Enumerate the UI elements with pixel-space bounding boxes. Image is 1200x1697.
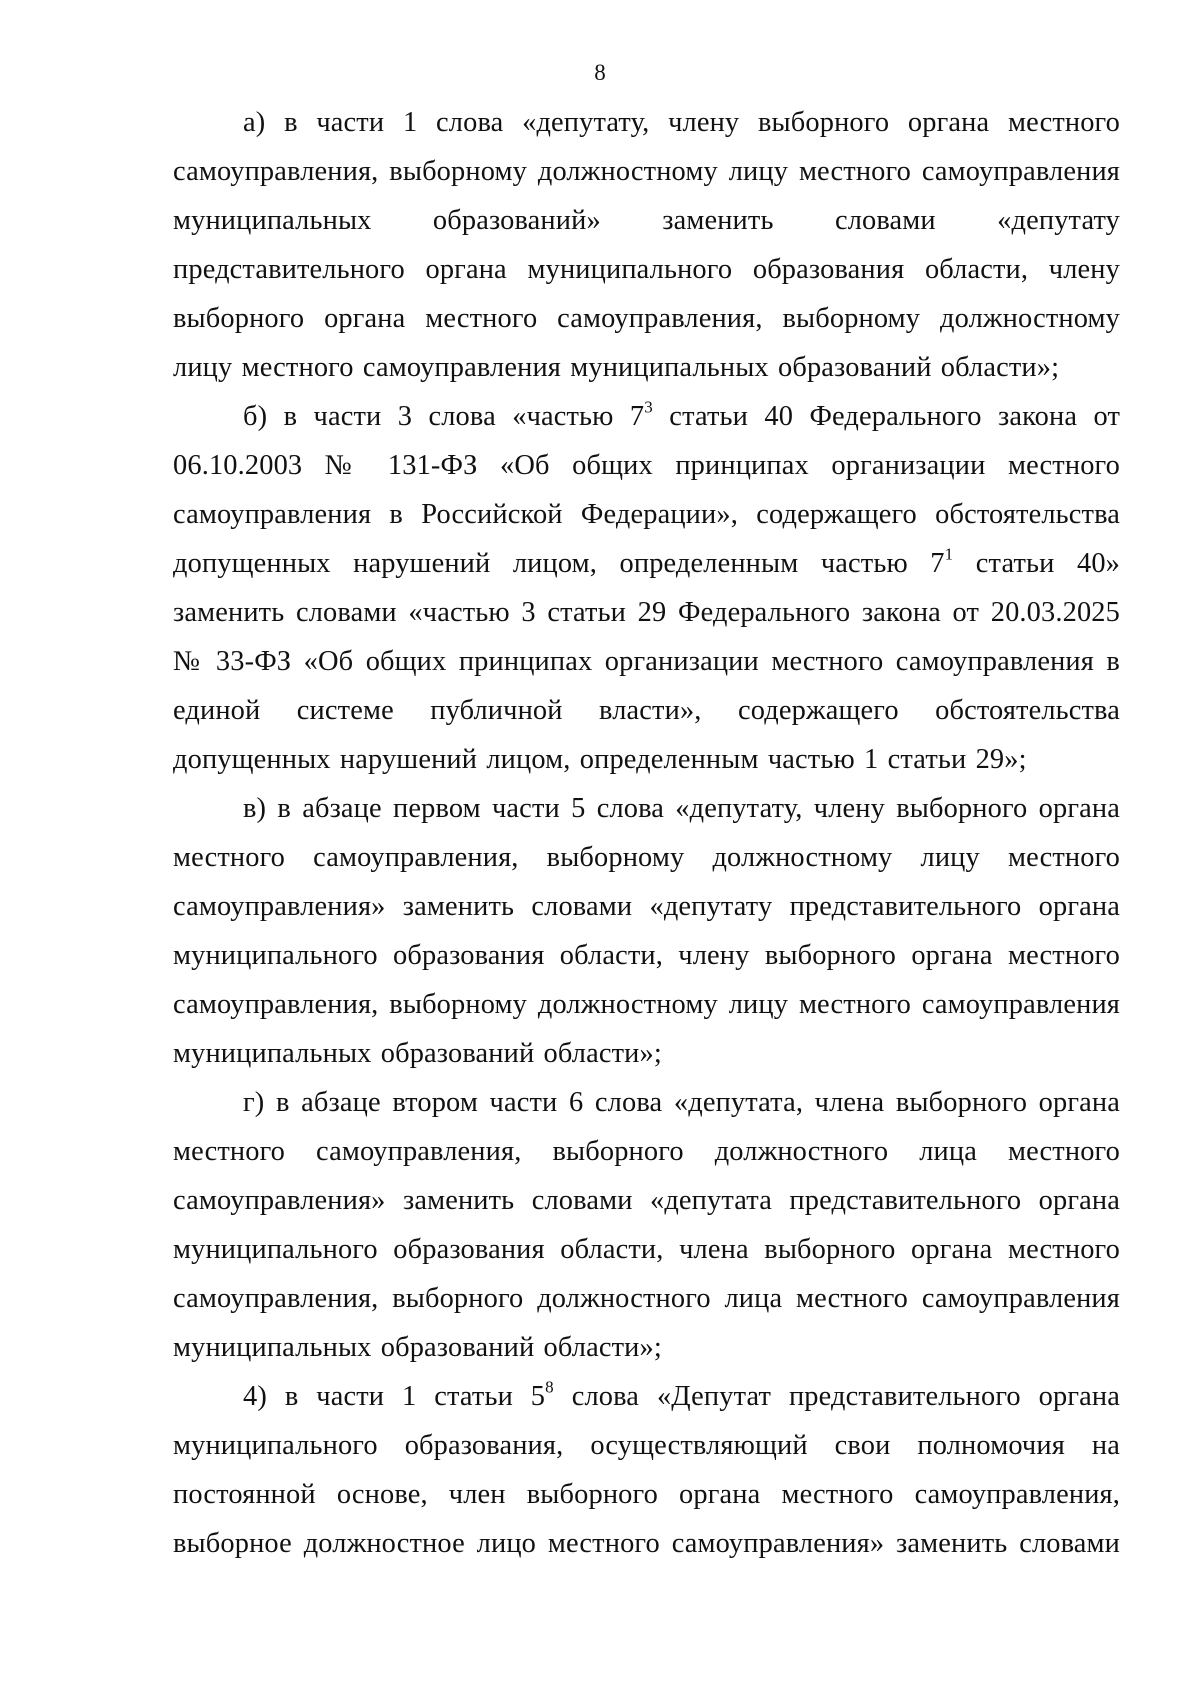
paragraph-v: в) в абзаце первом части 5 слова «депутату, члену выборного органа местного самоуправления, выборному должностному лицу местного самоуправления» заменить словами «депутату представительного органа муниципального образования области, члену выборного органа местного самоуправления, выборному должностному лицу местного самоуправления муниципальных образований области»;	[173, 793, 1120, 1069]
page-number: 8	[594, 60, 606, 85]
paragraph-b-text-3: статьи 40» заменить словами «частью 3 статьи 29 Федерального закона от 20.03.2025 № 33-ФЗ «Об общих принципах организации местного самоуправления в единой системе публичной власти», содержащего обстоятельства допущенных нарушений лицом, определенным частью 1 статьи 29»;	[173, 548, 1121, 775]
paragraph-g: г) в абзаце втором части 6 слова «депутата, члена выборного органа местного самоуправления, выборного должностного лица местного самоуправления» заменить словами «депутата представительного органа муниципального образования области, члена выборного органа местного самоуправления, выборного должностного лица местного самоуправления муниципальных образований области»;	[173, 1087, 1120, 1363]
paragraph-b-text-1: б) в части 3 слова «частью 7	[243, 401, 645, 432]
paragraph-item-4	[173, 1372, 1120, 1568]
paragraph-a: а) в части 1 слова «депутату, члену выборного органа местного самоуправления, выборному должностному лицу местного самоуправления муниципальных образований» заменить словами «депутату представительного органа муниципального образования области, члену выборного органа местного самоуправления, выборному должностному лицу местного самоуправления муниципальных образований области»;	[173, 107, 1120, 383]
document-body	[173, 98, 1120, 1568]
paragraph-item-4-text-1: 4) в части 1 статьи 5	[243, 1381, 546, 1412]
superscript-8: 8	[545, 1377, 554, 1397]
paragraph-item-4-text-2: слова «Депутат представительного органа муниципального образования, осуществляющий свои полномочия на постоянной основе, член выборного органа местного самоуправления, выборное должностное лицо местного самоуправления» заменить словами	[173, 1381, 1120, 1559]
paragraph-b-text-2: статьи 40 Федерального закона от 06.10.2003 № 131-ФЗ «Об общих принципах организации местного самоуправления в Российской Федерации», содержащего обстоятельства допущенных нарушений лицом, определенным частью 7	[173, 401, 1120, 579]
paragraph-b	[173, 392, 1120, 784]
superscript-3: 3	[644, 397, 653, 417]
superscript-1: 1	[944, 544, 954, 564]
